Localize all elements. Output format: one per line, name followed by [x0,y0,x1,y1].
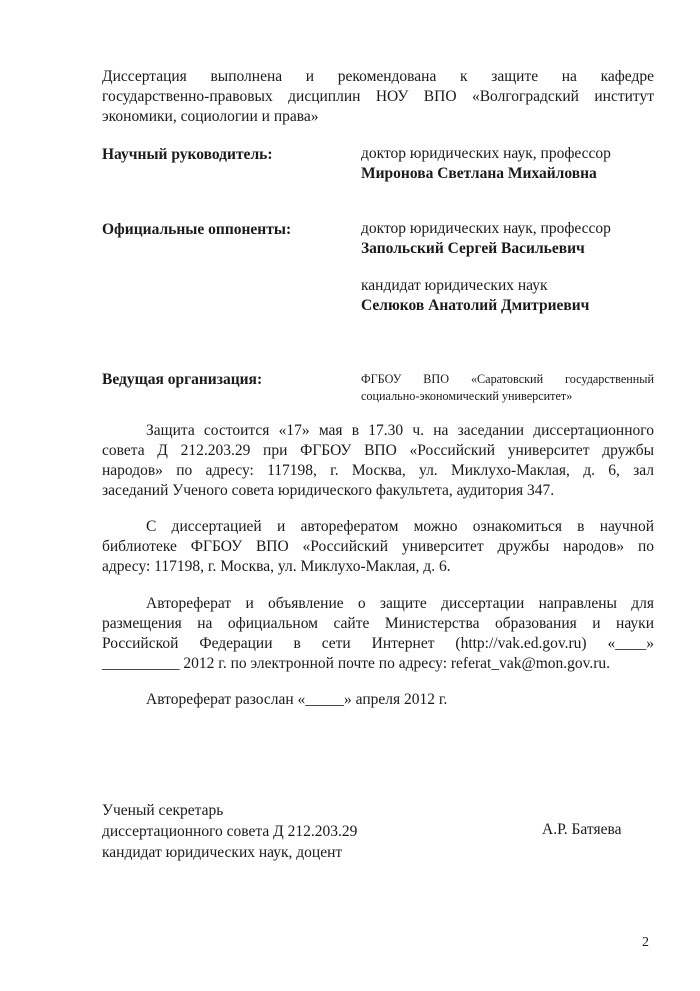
leading-org-name [361,371,654,405]
page-number: 2 [642,935,649,950]
announcement-line: __________ 2012 г. по электронной почте по адресу: referat_vak@mon.gov.ru. [102,655,611,672]
opponents-label: Официальные оппоненты: [102,221,292,238]
intro-line: экономики, социологии и права» [102,108,319,125]
signature-title: Ученый секретарь [102,802,224,819]
signature-council: диссертационного совета Д 212.203.29 [102,823,358,840]
intro-line: Диссертация выполнена и рекомендована к защите на кафедре [102,68,654,85]
announcement-line: Автореферат и объявление о защите диссертации направлены для [146,595,654,612]
opponent-second [361,276,589,316]
defense-line: заседаний Ученого совета юридического факультета, аудитория 347. [102,482,555,499]
announcement-line: Российской Федерации в сети Интернет (http://vak.ed.gov.ru) «____» [102,635,654,652]
leading-org-line: ФГБОУ ВПО «Саратовский государственный [361,372,654,386]
announcement-paragraph [102,594,654,674]
opponent-first-name: Запольский Сергей Васильевич [361,240,585,257]
distributed-text: Автореферат разослан «_____» апреля 2012 г. [146,691,448,708]
opponent-first-degree: доктор юридических наук, профессор [361,220,611,237]
distributed-paragraph [102,690,654,710]
intro-paragraph [102,67,654,127]
supervisor-degree: доктор юридических наук, профессор [361,145,611,162]
defense-paragraph [102,421,654,501]
signature-block [102,800,357,863]
intro-line: государственно-правовых дисциплин НОУ ВПО «Волгоградский институт [102,88,654,105]
defense-line: народов» по адресу: 117198, г. Москва, ул. Миклухо-Маклая, д. 6, зал [102,462,654,479]
library-line: С диссертацией и авторефератом можно ознакомиться в научной [146,518,654,535]
leading-org-line: социально-экономический университет» [361,389,573,403]
supervisor-name: Миронова Светлана Михайловна [361,165,597,182]
library-paragraph [102,517,654,577]
library-line: адресу: 117198, г. Москва, ул. Миклухо-Маклая, д. 6. [102,558,451,575]
signature-name: А.Р. Батяева [542,821,622,838]
supervisor-info [361,144,611,184]
library-line: библиотеке ФГБОУ ВПО «Российский университет дружбы народов» по [102,538,654,555]
leading-org-label: Ведущая организация: [102,371,263,388]
signature-degree: кандидат юридических наук, доцент [102,844,343,861]
supervisor-label: Научный руководитель: [102,146,273,163]
opponent-second-degree: кандидат юридических наук [361,277,548,294]
defense-line: Защита состоится «17» мая в 17.30 ч. на заседании диссертационного [146,422,654,439]
defense-line: совета Д 212.203.29 при ФГБОУ ВПО «Российский университет дружбы [102,442,654,459]
opponent-second-name: Селюков Анатолий Дмитриевич [361,297,590,314]
announcement-line: размещения на официальном сайте Министерства образования и науки [102,615,654,632]
opponent-first [361,219,611,259]
